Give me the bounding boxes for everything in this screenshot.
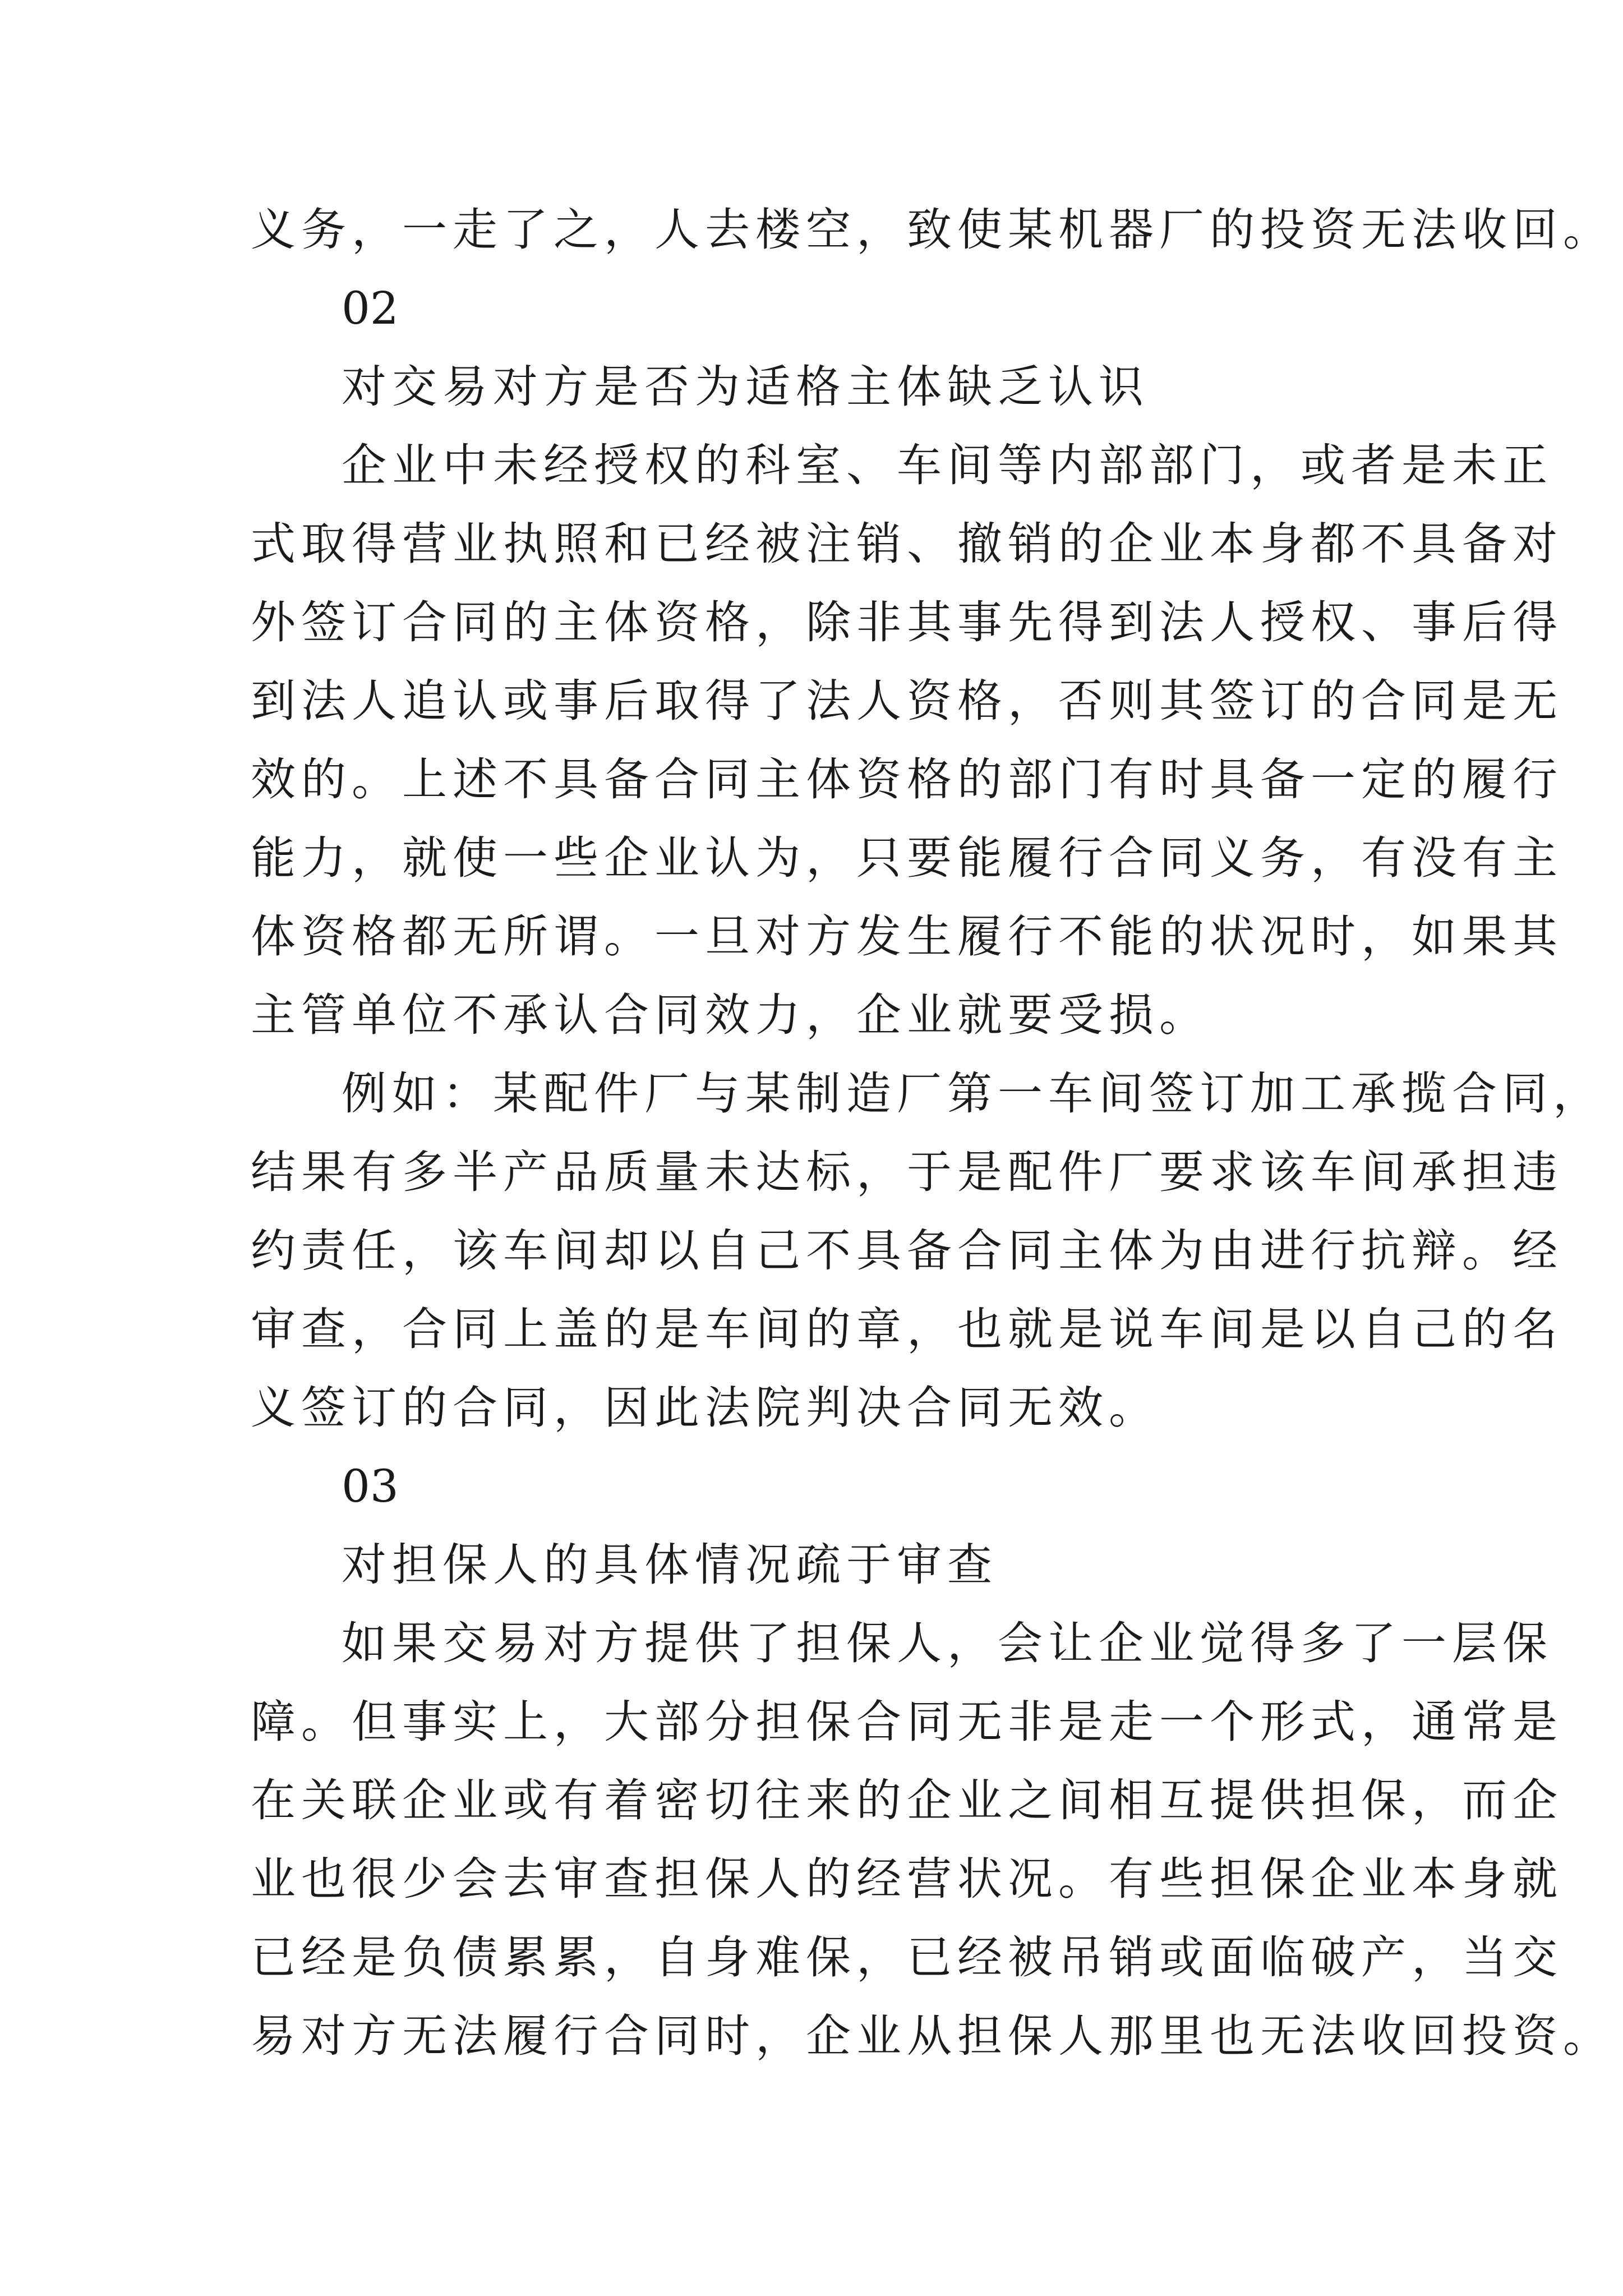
body-line: 主管单位不承认合同效力，企业就要受损。 bbox=[251, 989, 1210, 1041]
body-line: 如果交易对方提供了担保人，会让企业觉得多了一层保 bbox=[342, 1617, 1553, 1669]
body-line: 审查，合同上盖的是车间的章，也就是说车间是以自己的名 bbox=[251, 1303, 1563, 1355]
body-line: 企业中未经授权的科室、车间等内部部门，或者是未正 bbox=[342, 439, 1553, 491]
body-line: 到法人追认或事后取得了法人资格，否则其签订的合同是无 bbox=[251, 675, 1563, 727]
body-line: 障。但事实上，大部分担保合同无非是走一个形式，通常是 bbox=[251, 1696, 1563, 1748]
section-heading: 对交易对方是否为适格主体缺乏认识 bbox=[342, 361, 1149, 413]
section-number: 03 bbox=[342, 1460, 399, 1512]
body-line: 义务，一走了之，人去楼空，致使某机器厂的投资无法收回。 bbox=[251, 204, 1613, 256]
body-line: 能力，就使一些企业认为，只要能履行合同义务，有没有主 bbox=[251, 832, 1563, 884]
body-line: 约责任，该车间却以自己不具备合同主体为由进行抗辩。经 bbox=[251, 1225, 1563, 1277]
body-line: 结果有多半产品质量未达标，于是配件厂要求该车间承担违 bbox=[251, 1146, 1563, 1198]
body-line: 易对方无法履行合同时，企业从担保人那里也无法收回投资。 bbox=[251, 2010, 1613, 2062]
body-line: 外签订合同的主体资格，除非其事先得到法人授权、事后得 bbox=[251, 596, 1563, 648]
body-line: 业也很少会去审查担保人的经营状况。有些担保企业本身就 bbox=[251, 1853, 1563, 1905]
document-body bbox=[251, 191, 1613, 2076]
section-heading: 对担保人的具体情况疏于审查 bbox=[342, 1539, 998, 1591]
body-line: 在关联企业或有着密切往来的企业之间相互提供担保，而企 bbox=[251, 1774, 1563, 1826]
body-line: 式取得营业执照和已经被注销、撤销的企业本身都不具备对 bbox=[251, 518, 1563, 570]
body-line: 体资格都无所谓。一旦对方发生履行不能的状况时，如果其 bbox=[251, 910, 1563, 963]
section-number: 02 bbox=[342, 282, 399, 334]
body-line: 已经是负债累累，自身难保，已经被吊销或面临破产，当交 bbox=[251, 1931, 1563, 1984]
body-line: 例如：某配件厂与某制造厂第一车间签订加工承揽合同， bbox=[342, 1068, 1603, 1120]
body-line: 义签订的合同，因此法院判决合同无效。 bbox=[251, 1382, 1159, 1434]
body-line: 效的。上述不具备合同主体资格的部门有时具备一定的履行 bbox=[251, 753, 1563, 806]
